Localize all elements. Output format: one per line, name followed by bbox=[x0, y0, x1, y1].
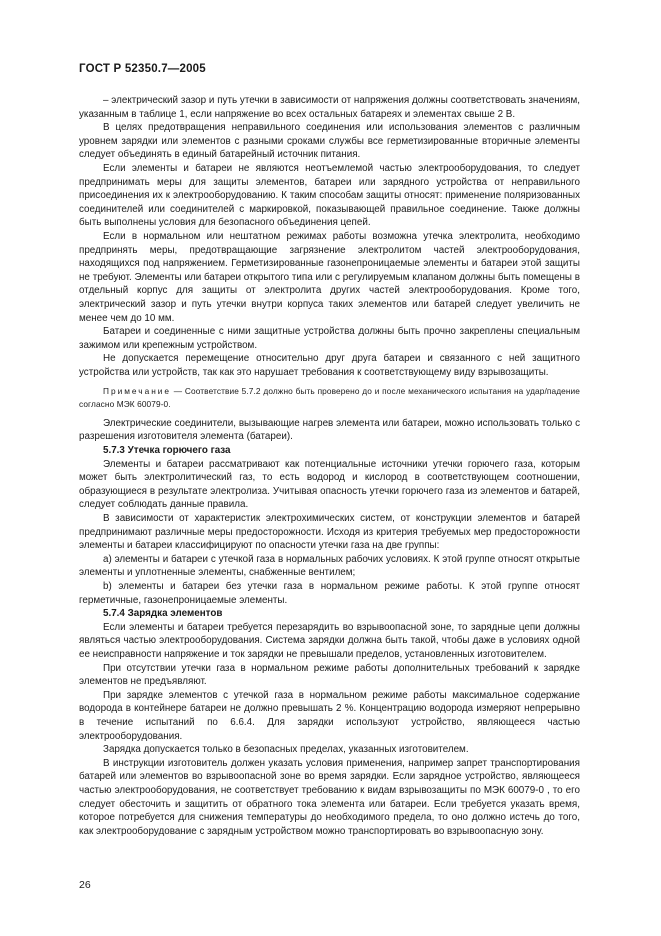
document-header: ГОСТ Р 52350.7—2005 bbox=[79, 63, 206, 75]
paragraph: При отсутствии утечки газа в нормальном режиме работы дополнительных требований к зарядке элементов не предъявляют. bbox=[79, 662, 580, 688]
note-label: Примечание bbox=[103, 386, 172, 397]
paragraph: Зарядка допускается только в безопасных пределах, указанных изготовителем. bbox=[103, 744, 469, 756]
list-item-a: а) элементы и батареи с утечкой газа в нормальных рабочих условиях. К этой группе относят открытые элементы и уплотненные элементы, снабженные вентилем; bbox=[79, 553, 580, 579]
page-number: 26 bbox=[79, 879, 91, 891]
paragraph: При зарядке элементов с утечкой газа в нормальном режиме работы максимальное содержание водорода в контейнере батареи не должно превышать 2 %. Концентрацию водорода измеряют непрерывно в течение испытаний по 6.6.4. Для зарядки используют устройство, являющееся частью электрооборудования. bbox=[79, 689, 580, 742]
paragraph: Если элементы и батареи не являются неотъемлемой частью электрооборудования, то следует предпринимать меры для защиты элементов, батареи или зарядного устройства от неправильного присоединения их к электрооборудованию. К таким способам защиты относят: применение поляризованных соединителей или соединителей с маркировкой, показывающей правильное соединение. Также должны быть выполнены условия для безопасного объединения цепей. bbox=[79, 162, 580, 229]
paragraph: В зависимости от характеристик электрохимических систем, от конструкции элементов и батарей предпринимают различные меры предосторожности. Исходя из критерия требуемых мер предосторожности элементы и батареи классифицируют по опасности утечки газа на две группы: bbox=[79, 513, 580, 552]
paragraph: Если элементы и батареи требуется перезарядить во взрывоопасной зоне, то зарядные цепи должны являться частью электрооборудования. Система зарядки должна быть такой, чтобы даже в условиях одной ее неисправности напряжение и ток зарядки не превышали пределов, установленных изготовителем. bbox=[79, 621, 580, 660]
paragraph: – электрический зазор и путь утечки в зависимости от напряжения должны соответствовать значениям, указанным в таблице 1, если напряжение во всех остальных батареях и элементах свыше 2 В. bbox=[79, 95, 580, 120]
paragraph: Не допускается перемещение относительно друг друга батареи и связанного с ней защитного устройства или устройств, так как это нарушает требования к соответствующему виду взрывозащиты. bbox=[79, 353, 580, 378]
note bbox=[79, 385, 580, 409]
section-heading-5-7-4: 5.7.4 Зарядка элементов bbox=[103, 608, 223, 620]
paragraph: Элементы и батареи рассматривают как потенциальные источники утечки горючего газа, которым может быть электролитический газ, то есть водород и кислород в соответствующем соотношении, образующиеся в результате электролиза. Учитывая опасность утечки горючего газа из элементов и батарей, следует соблюдать данные правила. bbox=[79, 458, 580, 511]
list-item-b: b) элементы и батареи без утечки газа в нормальном режиме работы. К этой группе относят герметичные, газонепроницаемые элементы. bbox=[79, 581, 580, 606]
note-text: — Соответствие 5.7.2 должно быть проверено до и после механического испытания на удар/падение согласно МЭК 60079-0. bbox=[79, 386, 580, 409]
paragraph: Батареи и соединенные с ними защитные устройства должны быть прочно закреплены специальным зажимом или крепежным устройством. bbox=[79, 326, 580, 351]
paragraph: Если в нормальном или нештатном режимах работы возможна утечка электролита, необходимо предпринять меры, предотвращающие загрязнение электролитом частей электрооборудования, находящихся под напряжением. Герметизированные газонепроницаемые элементы и батареи этой защиты не требуют. Элементы или батареи открытого типа или с регулируемым клапаном должны быть помещены в отдельный корпус для защиты от электролита других частей электрооборудования. Кроме того, электрический зазор и путь утечки внутри корпуса таких элементов или батарей следует увеличить не менее чем до 10 мм. bbox=[79, 230, 580, 324]
paragraph: В целях предотвращения неправильного соединения или использования элементов с различным уровнем зарядки или элементов с разными сроками службы все герметизированные вторичные элементы следует объединять в единый батарейный источник питания. bbox=[79, 122, 580, 161]
document-body bbox=[79, 94, 580, 838]
paragraph: Электрические соединители, вызывающие нагрев элемента или батареи, можно использовать только с разрешения изготовителя элемента (батареи). bbox=[79, 417, 580, 443]
paragraph: В инструкции изготовитель должен указать условия применения, например запрет транспортирования батарей или элементов во взрывоопасной зоне во время зарядки. Если зарядное устройство, являющееся частью электрооборудования, не соответствует требованию к видам взрывозащиты по МЭК 60079-0 , то его следует обесточить и защитить от обратного тока элемента или батареи. Если требуется указать время, которое потребуется для снижения температуры до необходимого предела, то оно должно истечь до того, как электрооборудование с зарядным устройством можно транспортировать во взрывоопасную зону. bbox=[79, 757, 580, 837]
section-heading-5-7-3: 5.7.3 Утечка горючего газа bbox=[103, 445, 231, 457]
